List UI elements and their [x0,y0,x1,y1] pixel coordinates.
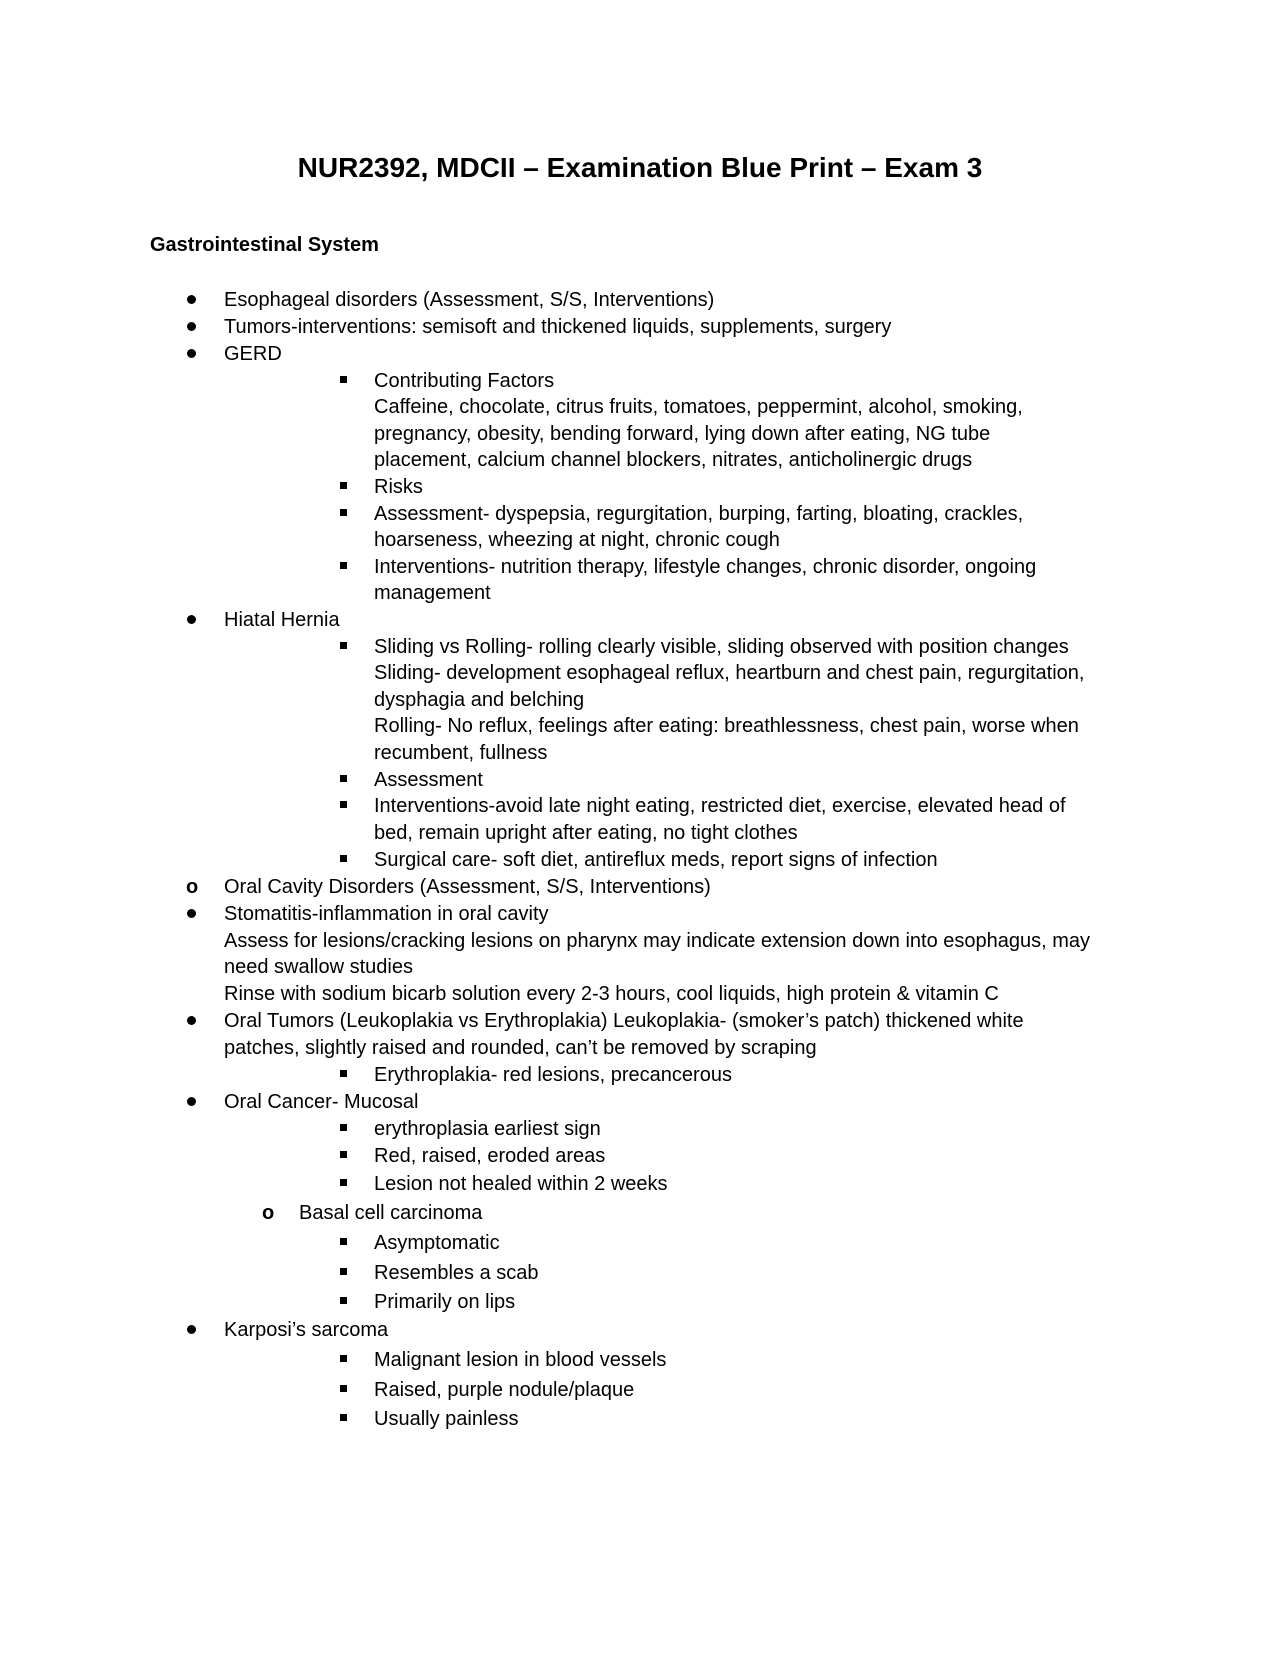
list-item: Malignant lesion in blood vessels [374,1349,667,1371]
list-item: Resembles a scab [374,1262,539,1284]
square-bullet-icon [340,509,347,516]
square-bullet-icon [340,1179,347,1186]
bullet-icon [187,909,196,918]
page-title: NUR2392, MDCII – Examination Blue Print – Exam 3 [297,152,983,183]
square-bullet-icon [340,642,347,649]
list-item-text: pregnancy, obesity, bending forward, lying down after eating, NG tube [374,423,991,445]
list-item: Contributing Factors [374,370,555,392]
bullet-icon [187,1016,196,1025]
list-item-text: Assess for lesions/cracking lesions on pharynx may indicate extension down into esophagus, may [224,930,1091,952]
list-item-text: Caffeine, chocolate, citrus fruits, tomatoes, peppermint, alcohol, smoking, [374,396,1023,418]
list-item: Stomatitis-inflammation in oral cavity [224,903,549,925]
square-bullet-icon [340,482,347,489]
square-bullet-icon [340,1414,347,1421]
list-item: Tumors-interventions: semisoft and thickened liquids, supplements, surgery [224,316,892,338]
square-bullet-icon [340,1151,347,1158]
list-item-text: patches, slightly raised and rounded, can’t be removed by scraping [224,1037,817,1059]
square-bullet-icon [340,1297,347,1304]
list-item-text: hoarseness, wheezing at night, chronic cough [374,529,780,551]
square-bullet-icon [340,562,347,569]
list-item: Oral Cavity Disorders (Assessment, S/S, Interventions) [224,876,711,898]
list-item-text: dysphagia and belching [374,689,585,711]
square-bullet-icon [340,1355,347,1362]
list-item: Oral Cancer- Mucosal [224,1091,419,1113]
list-item: Red, raised, eroded areas [374,1145,606,1167]
list-item: Hiatal Hernia [224,609,340,631]
list-item-text: placement, calcium channel blockers, nitrates, anticholinergic drugs [374,449,973,471]
list-item: Lesion not healed within 2 weeks [374,1173,668,1195]
list-item: Primarily on lips [374,1291,516,1313]
bullet-icon [187,349,196,358]
list-item-text: need swallow studies [224,956,413,978]
bullet-icon [187,1325,196,1334]
square-bullet-icon [340,376,347,383]
list-item: Oral Tumors (Leukoplakia vs Erythroplakia) Leukoplakia- (smoker’s patch) thickened white [224,1010,1024,1032]
square-bullet-icon [340,1238,347,1245]
bullet-icon [187,295,196,304]
square-bullet-icon [340,1268,347,1275]
square-bullet-icon [340,1385,347,1392]
square-bullet-icon [340,801,347,808]
list-item: Assessment- dyspepsia, regurgitation, burping, farting, bloating, crackles, [374,503,1024,525]
list-item: Interventions-avoid late night eating, restricted diet, exercise, elevated head of [374,795,1066,817]
hollow-bullet-icon: o [262,1202,275,1224]
bullet-icon [187,615,196,624]
bullet-icon [187,1097,196,1106]
list-item: GERD [224,343,282,365]
list-item: Basal cell carcinoma [299,1202,483,1224]
list-item: Karposi’s sarcoma [224,1319,389,1341]
square-bullet-icon [340,1124,347,1131]
list-item: Risks [374,476,423,498]
list-item-text: Rolling- No reflux, feelings after eating: breathlessness, chest pain, worse when [374,715,1079,737]
list-item-text: bed, remain upright after eating, no tight clothes [374,822,798,844]
list-item-text: recumbent, fullness [374,742,548,764]
square-bullet-icon [340,775,347,782]
square-bullet-icon [340,1070,347,1077]
list-item: Interventions- nutrition therapy, lifestyle changes, chronic disorder, ongoing [374,556,1037,578]
list-item: Sliding vs Rolling- rolling clearly visible, sliding observed with position changes [374,636,1069,658]
list-item-text: Rinse with sodium bicarb solution every 2-3 hours, cool liquids, high protein & vitamin C [224,983,999,1005]
list-item: Usually painless [374,1408,519,1430]
section-heading: Gastrointestinal System [150,234,379,256]
list-item: Raised, purple nodule/plaque [374,1379,635,1401]
list-item: Erythroplakia- red lesions, precancerous [374,1064,732,1086]
list-item: erythroplasia earliest sign [374,1118,601,1140]
bullet-icon [187,322,196,331]
list-item: Asymptomatic [374,1232,500,1254]
list-item-text: Sliding- development esophageal reflux, heartburn and chest pain, regurgitation, [374,662,1085,684]
hollow-bullet-icon: o [186,876,199,898]
list-item: Surgical care- soft diet, antireflux meds, report signs of infection [374,849,938,871]
list-item-text: management [374,582,491,604]
list-item: Esophageal disorders (Assessment, S/S, Interventions) [224,289,715,311]
square-bullet-icon [340,855,347,862]
list-item: Assessment [374,769,483,791]
